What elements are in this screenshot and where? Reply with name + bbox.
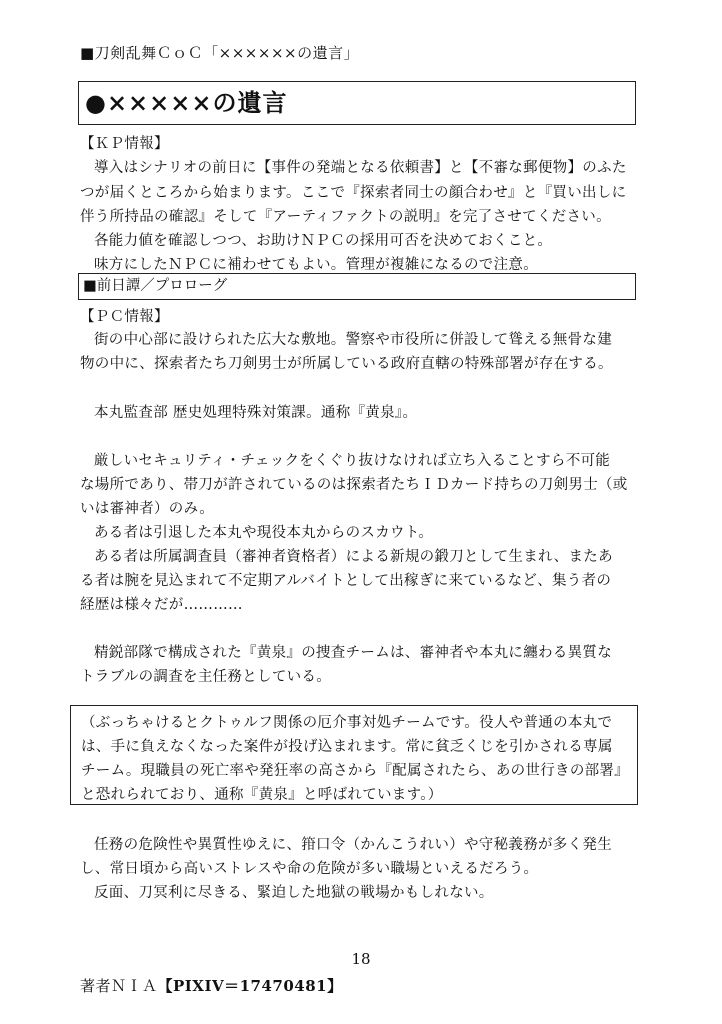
pc-line: な場所であり、帯刀が許されているのは探索者たちＩＤカード持ちの刀剣男士（或 xyxy=(80,477,628,493)
author-name: 著者ＮＩＡ xyxy=(80,977,158,995)
pc-line: 経歴は様々だが………… xyxy=(80,597,243,613)
note-line: チーム。現職員の死亡率や発狂率の高さから『配属されたら、あの世行きの部署』 xyxy=(81,763,630,779)
note-line: と恐れられており、通称『黄泉』と呼ばれています。） xyxy=(81,787,443,803)
kp-line: つが届くところから始まります。ここで『探索者同士の顔合わせ』と『買い出しに xyxy=(80,185,627,201)
closing-line: し、常日頃から高いストレスや命の危険が多い職場といえるだろう。 xyxy=(80,861,539,877)
author-credit xyxy=(80,975,343,996)
kp-label: 【ＫＰ情報】 xyxy=(80,136,169,152)
closing-line: 任務の危険性や異質性ゆえに、箝口令（かんこうれい）や守秘義務が多く発生 xyxy=(94,837,612,853)
note-line: は、手に負えなくなった案件が投げ込まれます。常に貧乏くじを引かされる専属 xyxy=(81,739,613,755)
kp-line: 各能力値を確認しつつ、お助けＮＰＣの採用可否を決めておくこと。 xyxy=(94,233,553,249)
kp-line: 味方にしたＮＰＣに補わせてもよい。管理が複雑になるので注意。 xyxy=(94,257,538,273)
pc-line: 物の中に、探索者たち刀剣男士が所属している政府直轄の特殊部署が存在する。 xyxy=(80,356,613,372)
section-heading: ■前日譚／プロローグ xyxy=(78,273,636,300)
pc-line: 精鋭部隊で構成された『黄泉』の捜査チームは、審神者や本丸に纏わる異質な xyxy=(94,645,612,661)
kp-line: 導入はシナリオの前日に【事件の発端となる依頼書】と【不審な郵便物】のふた xyxy=(94,160,627,176)
kp-line: 伴う所持品の確認』そして『アーティファクトの説明』を完了させてください。 xyxy=(80,209,611,225)
pc-line: る者は腕を見込まれて不定期アルバイトとして出稼ぎに来ているなど、集う者の xyxy=(80,573,612,589)
pc-line: トラブルの調査を主任務としている。 xyxy=(80,669,332,685)
author-id: 【PIXIV＝17470481】 xyxy=(157,977,343,995)
pc-label: 【ＰＣ情報】 xyxy=(80,309,169,325)
pc-line: 本丸監査部 歴史処理特殊対策課。通称『黄泉』。 xyxy=(94,405,418,421)
pc-line: 厳しいセキュリティ・チェックをくぐり抜けなければ立ち入ることすら不可能 xyxy=(94,453,611,469)
pc-line: いは審神者）のみ。 xyxy=(80,501,215,517)
document-header: ■刀剣乱舞ＣｏＣ「××××××の遺言」 xyxy=(80,44,360,62)
main-heading: ●×××××の遺言 xyxy=(78,81,636,125)
note-box xyxy=(70,705,638,805)
page-number: 18 xyxy=(351,950,371,968)
pc-line: ある者は引退した本丸や現役本丸からのスカウト。 xyxy=(94,525,434,541)
pc-line: 街の中心部に設けられた広大な敷地。警察や市役所に併設して聳える無骨な建 xyxy=(94,332,612,348)
note-line: （ぶっちゃけるとクトゥルフ関係の厄介事対処チームです。役人や普通の本丸で xyxy=(81,715,613,731)
closing-line: 反面、刀冥利に尽きる、緊迫した地獄の戦場かもしれない。 xyxy=(94,885,494,901)
pc-line: ある者は所属調査員（審神者資格者）による新規の鍛刀として生まれ、またあ xyxy=(94,549,613,565)
